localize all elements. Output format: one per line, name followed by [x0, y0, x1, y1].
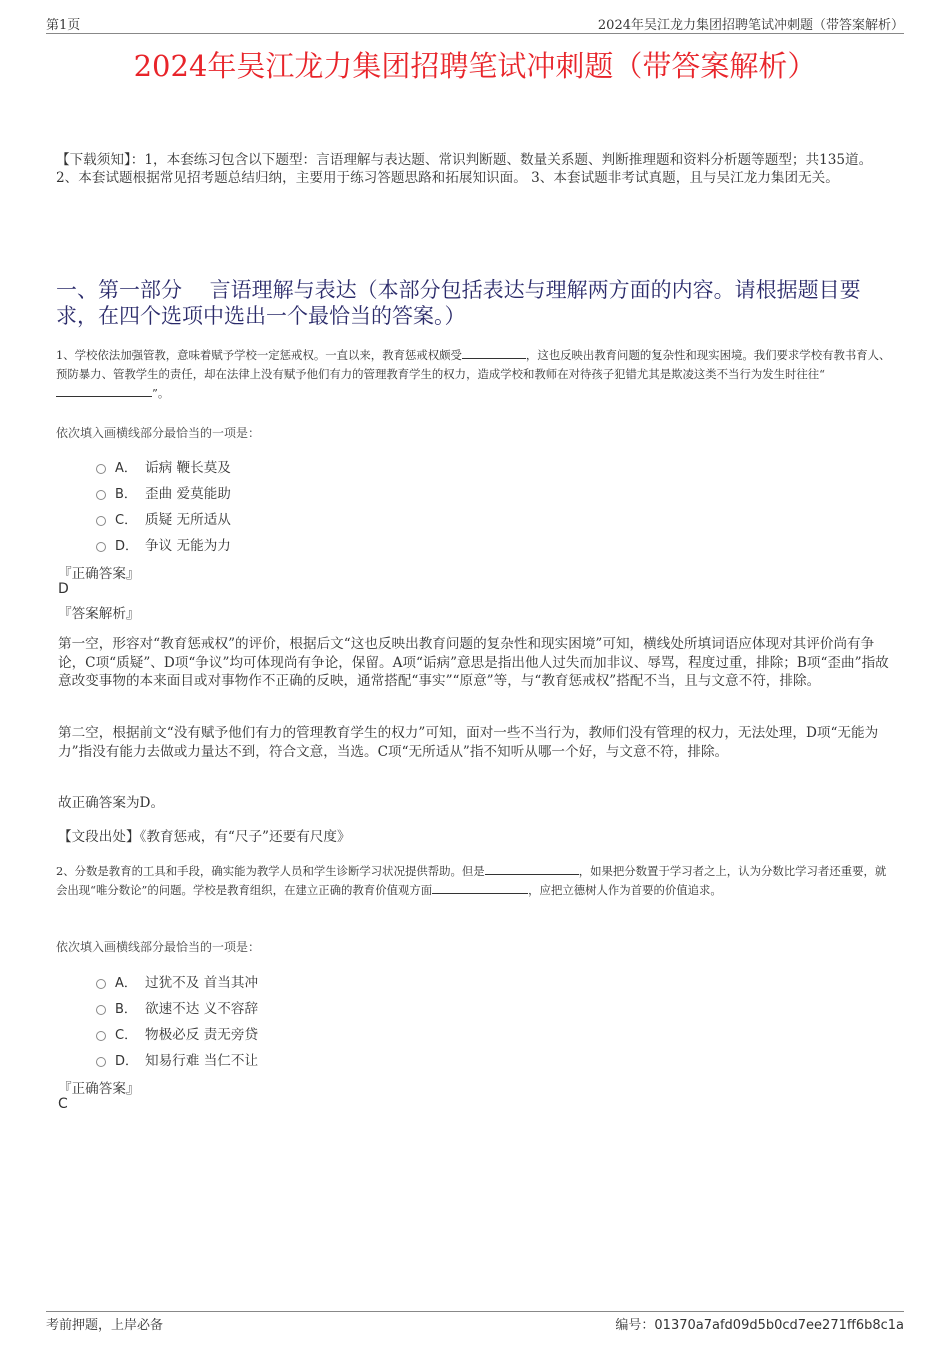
question-1-blank-1 [462, 346, 526, 359]
radio-icon[interactable] [96, 516, 106, 526]
question-2-stem-part-b: ，如果把分数置于学习者之上，认为分数比学习者还重要，就会出现“唯分数论”的问题。学校是教育组织，在建立正确的教育价值观方面 [56, 864, 887, 897]
radio-icon[interactable] [96, 542, 106, 552]
option-letter: B． [115, 486, 137, 502]
question-1-stem-part-b: ，这也反映出教育问题的复杂性和现实困境。我们要求学校有教书育人、预防暴力、管教学生的责任，却在法律上没有赋予他们有力的管理教育学生的权力，造成学校和教师在对待孩子犯错尤其是欺凌这类不当行为发生时往往“ [56, 348, 891, 381]
radio-icon[interactable] [96, 1031, 106, 1041]
question-2-answer: C [58, 1096, 68, 1112]
option-letter: C． [115, 1027, 138, 1043]
question-2-option-d[interactable] [96, 1049, 258, 1069]
question-1-option-b[interactable] [96, 482, 231, 502]
question-1-analysis-conclusion: 故正确答案为D。 [58, 795, 165, 811]
option-letter: D． [115, 538, 139, 554]
option-text: 过犹不及 首当其冲 [145, 975, 259, 991]
question-1-source: 【文段出处】《教育惩戒，有“尺子”还要有尺度》 [58, 829, 351, 845]
option-text: 歪曲 爱莫能助 [145, 486, 231, 502]
question-2-option-b[interactable] [96, 997, 258, 1017]
option-text: 知易行难 当仁不让 [145, 1053, 259, 1069]
question-2-answer-label: 『正确答案』 [58, 1081, 140, 1097]
question-2-prompt: 依次填入画横线部分最恰当的一项是： [56, 940, 261, 954]
option-letter: A． [115, 460, 137, 476]
option-text: 物极必反 责无旁贷 [145, 1027, 259, 1043]
option-text: 质疑 无所适从 [145, 512, 231, 528]
header-divider [46, 33, 904, 34]
question-2-blank-2 [432, 881, 528, 894]
download-notice: 【下载须知】：1，本套练习包含以下题型：言语理解与表达题、常识判断题、数量关系题、判断推理题和资料分析题等题型；共135道。 2、本套试题根据常见招考题总结归纳，主要用于练习答题思路和拓展知识面。 3、本套试题非考试真题，且与吴江龙力集团无关。 [56, 152, 873, 186]
footer-serial [615, 1314, 904, 1333]
question-1-option-d[interactable] [96, 534, 231, 554]
question-1-analysis-para-2: 第二空，根据前文“没有赋予他们有力的管理教育学生的权力”可知，面对一些不当行为，教师们没有管理的权力，无法处理，D项“无能为力”指没有能力去做或力量达不到，符合文意，当选。C项“无所适从”指不知听从哪一个好，与文意不符，排除。 [58, 725, 879, 760]
footer-serial-label: 编号： [615, 1318, 655, 1333]
option-letter: C． [115, 512, 138, 528]
question-2-option-a[interactable] [96, 971, 258, 991]
question-1-analysis-para-1: 第一空，形容对“教育惩戒权”的评价，根据后文“这也反映出教育问题的复杂性和现实困境”可知，横线处所填词语应体现对其评价尚有争论，C项“质疑”、D项“争议”均可体现尚有争论，保留。A项“诟病”意思是指出他人过失而加非议、辱骂，程度过重，排除；B项“歪曲”指故意改变事物的本来面目或对事物作不正确的反映，通常搭配“事实”“原意”等，与“教育惩戒权”搭配不当，且与文意不符，排除。 [58, 636, 889, 689]
question-1-stem-part-a: 1、学校依法加强管教，意味着赋予学校一定惩戒权。一直以来，教育惩戒权颇受 [56, 348, 462, 362]
question-1-answer-label: 『正确答案』 [58, 566, 140, 582]
question-2-stem-part-a: 2、分数是教育的工具和手段，确实能为教学人员和学生诊断学习状况提供帮助。但是 [56, 864, 485, 878]
footer-serial-value: 01370a7afd09d5b0cd7ee271ff6b8c1a [654, 1318, 904, 1333]
radio-icon[interactable] [96, 1057, 106, 1067]
question-2-option-c[interactable] [96, 1023, 258, 1043]
question-1-prompt: 依次填入画横线部分最恰当的一项是： [56, 426, 261, 440]
option-letter: B． [115, 1001, 137, 1017]
option-text: 欲速不达 义不容辞 [145, 1001, 259, 1017]
question-1-analysis-label: 『答案解析』 [58, 606, 140, 622]
option-letter: A． [115, 975, 137, 991]
section-heading: 一、第一部分 言语理解与表达（本部分包括表达与理解两方面的内容。请根据题目要求，在四个选项中选出一个最恰当的答案。） [56, 278, 861, 328]
question-1-blank-2 [56, 384, 152, 397]
option-letter: D． [115, 1053, 139, 1069]
question-1-answer: D [58, 581, 69, 597]
radio-icon[interactable] [96, 1005, 106, 1015]
footer-divider [46, 1311, 904, 1312]
header-doc-title: 2024年吴江龙力集团招聘笔试冲刺题（带答案解析） [597, 18, 904, 33]
option-text: 争议 无能为力 [145, 538, 231, 554]
header-page-number: 第1页 [46, 18, 81, 33]
question-2-blank-1 [485, 862, 579, 875]
question-1-stem-part-c: ”。 [152, 386, 170, 400]
option-text: 诟病 鞭长莫及 [145, 460, 231, 476]
radio-icon[interactable] [96, 979, 106, 989]
radio-icon[interactable] [96, 490, 106, 500]
question-1-stem [56, 346, 896, 403]
footer-slogan: 考前押题，上岸必备 [46, 1318, 164, 1333]
page-title: 2024年吴江龙力集团招聘笔试冲刺题（带答案解析） [133, 49, 817, 83]
question-2-stem-part-c: ，应把立德树人作为首要的价值追求。 [528, 883, 722, 897]
question-2-stem [56, 862, 896, 900]
question-1-option-a[interactable] [96, 456, 231, 476]
radio-icon[interactable] [96, 464, 106, 474]
question-1-option-c[interactable] [96, 508, 231, 528]
